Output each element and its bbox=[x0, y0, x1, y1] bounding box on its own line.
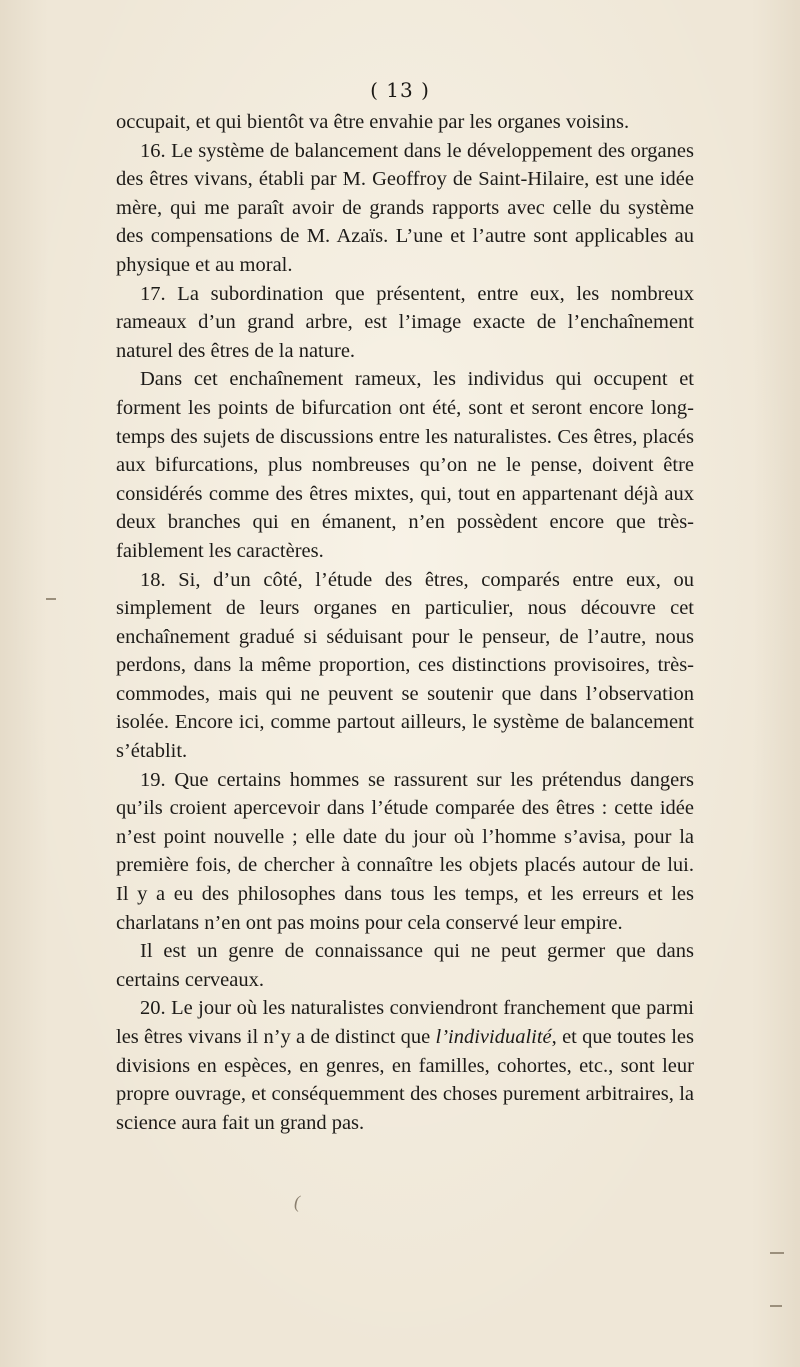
paragraph-20-italic: l’individualité bbox=[435, 1026, 552, 1048]
paragraph-20-before: 20. Le jour où les naturalistes conviendront franchement que parmi les êtres vivans il n’y a de distinct que bbox=[116, 997, 694, 1048]
paragraph-18: 18. Si, d’un côté, l’étude des êtres, comparés entre eux, ou simplement de leurs organes en particulier, nous découvre cet enchaînement gradué si séduisant pour le penseur, de l’autre, nous perdons, dans la même proportion, ces distinctions provisoires, très-commodes, mais qui ne peuvent se soutenir que dans l’observation isolée. Encore ici, comme partout ailleurs, le système de balancement s’établit. bbox=[116, 568, 694, 763]
stray-pen-mark: ( bbox=[294, 1192, 300, 1212]
paragraph-19-continued: Il est un genre de connaissance qui ne peut germer que dans certains cerveaux. bbox=[116, 940, 694, 991]
paragraph-20 bbox=[116, 994, 694, 1137]
paragraph-17-continued: Dans cet enchaînement rameux, les individus qui occupent et forment les points de bifurcation ont été, sont et seront encore long-temps des sujets de discussions entre les naturalistes. Ces êtres, placés aux bifurcations, plus nombreuses qu’on ne le pense, doivent être considérés comme des êtres mixtes, qui, tout en appartenant déjà aux deux branches qui en émanent, n’en possèdent encore que très-faiblement les caractères. bbox=[116, 368, 694, 562]
paragraph-17: 17. La subordination que présentent, entre eux, les nombreux rameaux d’un grand arbre, est l’image exacte de l’enchaînement naturel des êtres de la nature. bbox=[116, 282, 694, 362]
margin-speck bbox=[46, 598, 56, 600]
paragraph-19: 19. Que certains hommes se rassurent sur les prétendus dangers qu’ils croient apercevoir dans l’étude comparée des êtres : cette idée n’est point nouvelle ; elle date du jour où l’homme s’avisa, pour la première fois, de chercher à connaître les objets placés autour de lui. Il y a eu des philosophes dans tous les temps, et les erreurs et les charlatans n’en ont pas moins pour cela conservé leur empire. bbox=[116, 768, 694, 934]
paragraph-20-after: , et que toutes les divisions en espèces, en genres, en familles, cohortes, etc., sont leur propre ouvrage, et conséquemment des choses purement arbitraires, la science aura fait un grand pas. bbox=[116, 1026, 694, 1134]
paragraph-16: 16. Le système de balancement dans le développement des organes des êtres vivans, établi par M. Geoffroy de Saint-Hilaire, est une idée mère, qui me paraît avoir de grands rapports avec celle du système des compensations de M. Azaïs. L’une et l’autre sont applicables au physique et au moral. bbox=[116, 139, 694, 276]
margin-speck bbox=[770, 1252, 784, 1254]
paragraph-continuation: occupait, et qui bientôt va être envahie par les organes voisins. bbox=[116, 111, 630, 133]
page-number: ( 13 ) bbox=[370, 78, 430, 102]
margin-speck bbox=[770, 1305, 782, 1307]
body-text bbox=[116, 108, 694, 1137]
